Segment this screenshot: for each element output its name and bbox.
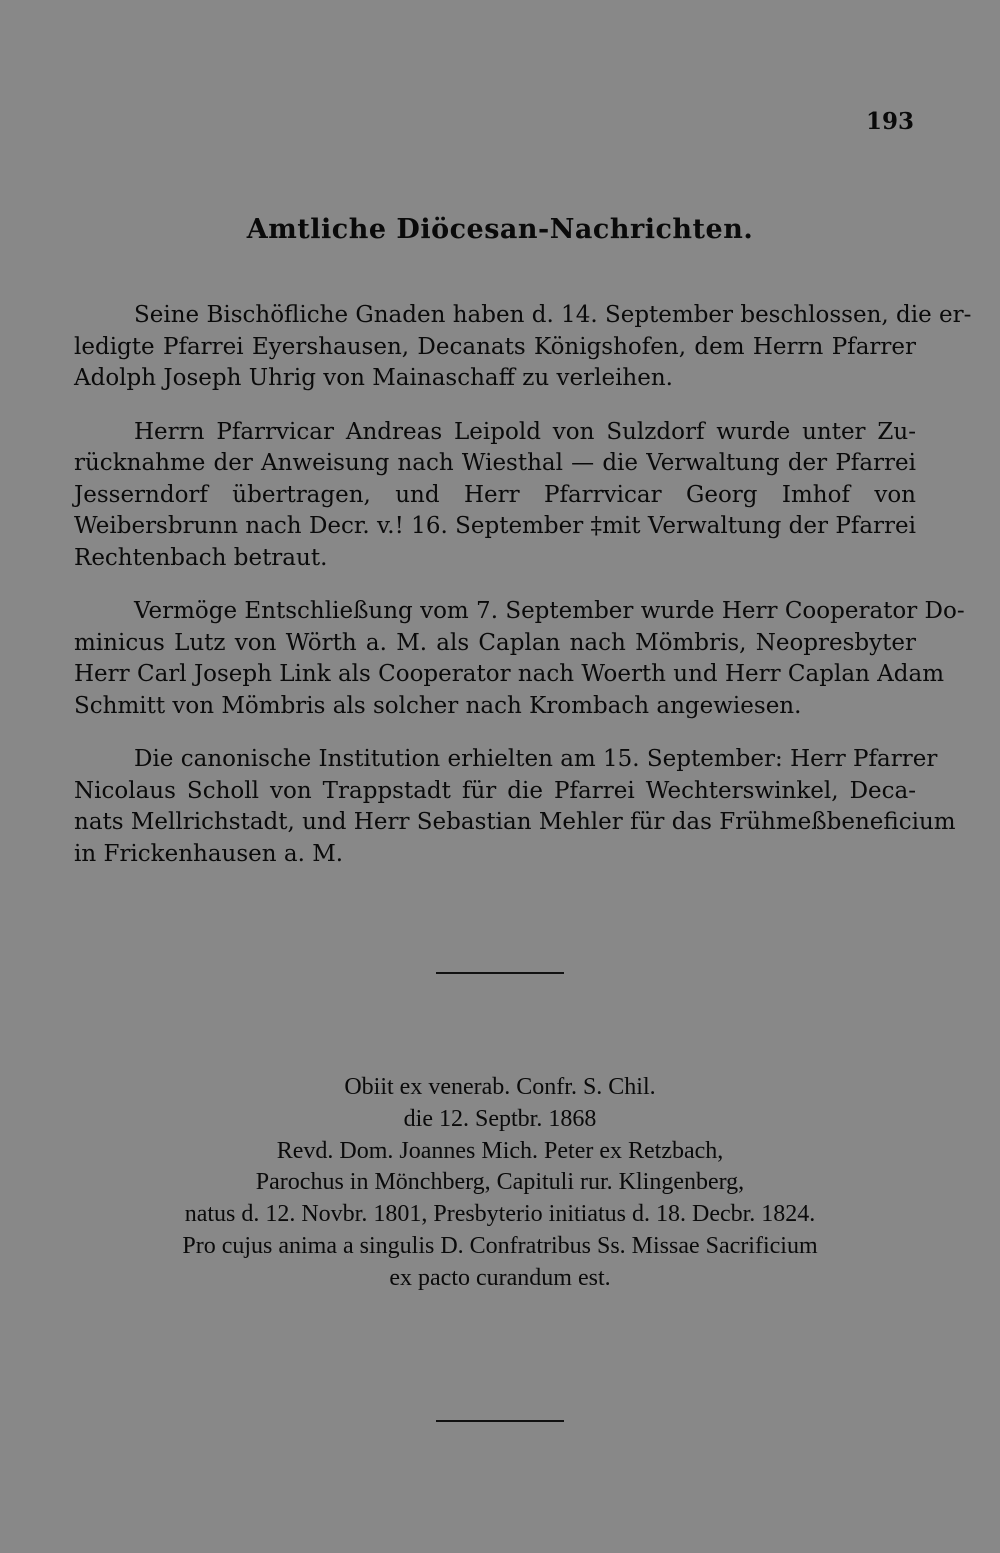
paragraph-1: [74, 300, 972, 395]
obituary-line: Pro cujus anima a singulis D. Confratribus Ss. Missae Sacrificium: [182, 1232, 818, 1259]
text-line: Die canonische Institution erhielten am 15. September: Herr Pfarrer: [134, 746, 938, 772]
divider-rule: [436, 1420, 564, 1422]
text-line: Rechtenbach betraut.: [74, 544, 328, 571]
obituary-line: die 12. Septbr. 1868: [403, 1105, 597, 1132]
text-line: Schmitt von Mömbris als solcher nach Krombach angewiesen.: [74, 692, 802, 719]
text-line: Adolph Joseph Uhrig von Mainaschaff zu verleihen.: [74, 365, 673, 391]
divider-rule: [436, 972, 564, 974]
text-line: Herr Carl Joseph Link als Cooperator nach Woerth und Herr Caplan Adam: [74, 661, 945, 687]
page-number: 193: [865, 108, 914, 135]
text-line: Vermöge Entschließung vom 7. September wurde Herr Cooperator Do-: [134, 598, 965, 624]
obituary-line: Revd. Dom. Joannes Mich. Peter ex Retzbach,: [276, 1137, 724, 1164]
text-line: Herrn Pfarrvicar Andreas Leipold von Sulzdorf wurde unter Zu-: [134, 418, 916, 445]
obituary-line: Obiit ex venerab. Confr. S. Chil.: [344, 1074, 656, 1100]
obituary-line: ex pacto curandum est.: [389, 1264, 611, 1291]
text-line: ledigte Pfarrei Eyershausen, Decanats Königshofen, dem Herrn Pfarrer: [74, 333, 916, 360]
obituary-line: natus d. 12. Novbr. 1801, Presbyterio initiatus d. 18. Decbr. 1824.: [184, 1201, 816, 1228]
announcements-body: [74, 300, 972, 892]
text-line: in Frickenhausen a. M.: [74, 840, 344, 867]
section-heading: Amtliche Diöcesan-Nachrichten.: [246, 214, 754, 245]
obituary-line: Parochus in Mönchberg, Capituli rur. Klingenberg,: [255, 1169, 745, 1196]
text-line: Seine Bischöfliche Gnaden haben d. 14. September beschlossen, die er-: [134, 302, 972, 328]
text-line: Nicolaus Scholl von Trappstadt für die Pfarrei Wechterswinkel, Deca-: [74, 777, 916, 804]
obituary-notice: [0, 1072, 1000, 1295]
paragraph-2: [74, 417, 916, 575]
text-line: Weibersbrunn nach Decr. v.! 16. September ‡mit Verwaltung der Pfarrei: [74, 513, 916, 539]
paragraph-4: [74, 744, 956, 870]
text-line: nats Mellrichstadt, und Herr Sebastian Mehler für das Frühmeßbeneficium: [74, 809, 956, 835]
text-line: minicus Lutz von Wörth a. M. als Caplan nach Mömbris, Neopresbyter: [74, 629, 916, 656]
paragraph-3: [74, 596, 965, 722]
text-line: Jesserndorf übertragen, und Herr Pfarrvicar Georg Imhof von: [74, 481, 916, 508]
text-line: rücknahme der Anweisung nach Wiesthal — die Verwaltung der Pfarrei: [74, 450, 916, 476]
